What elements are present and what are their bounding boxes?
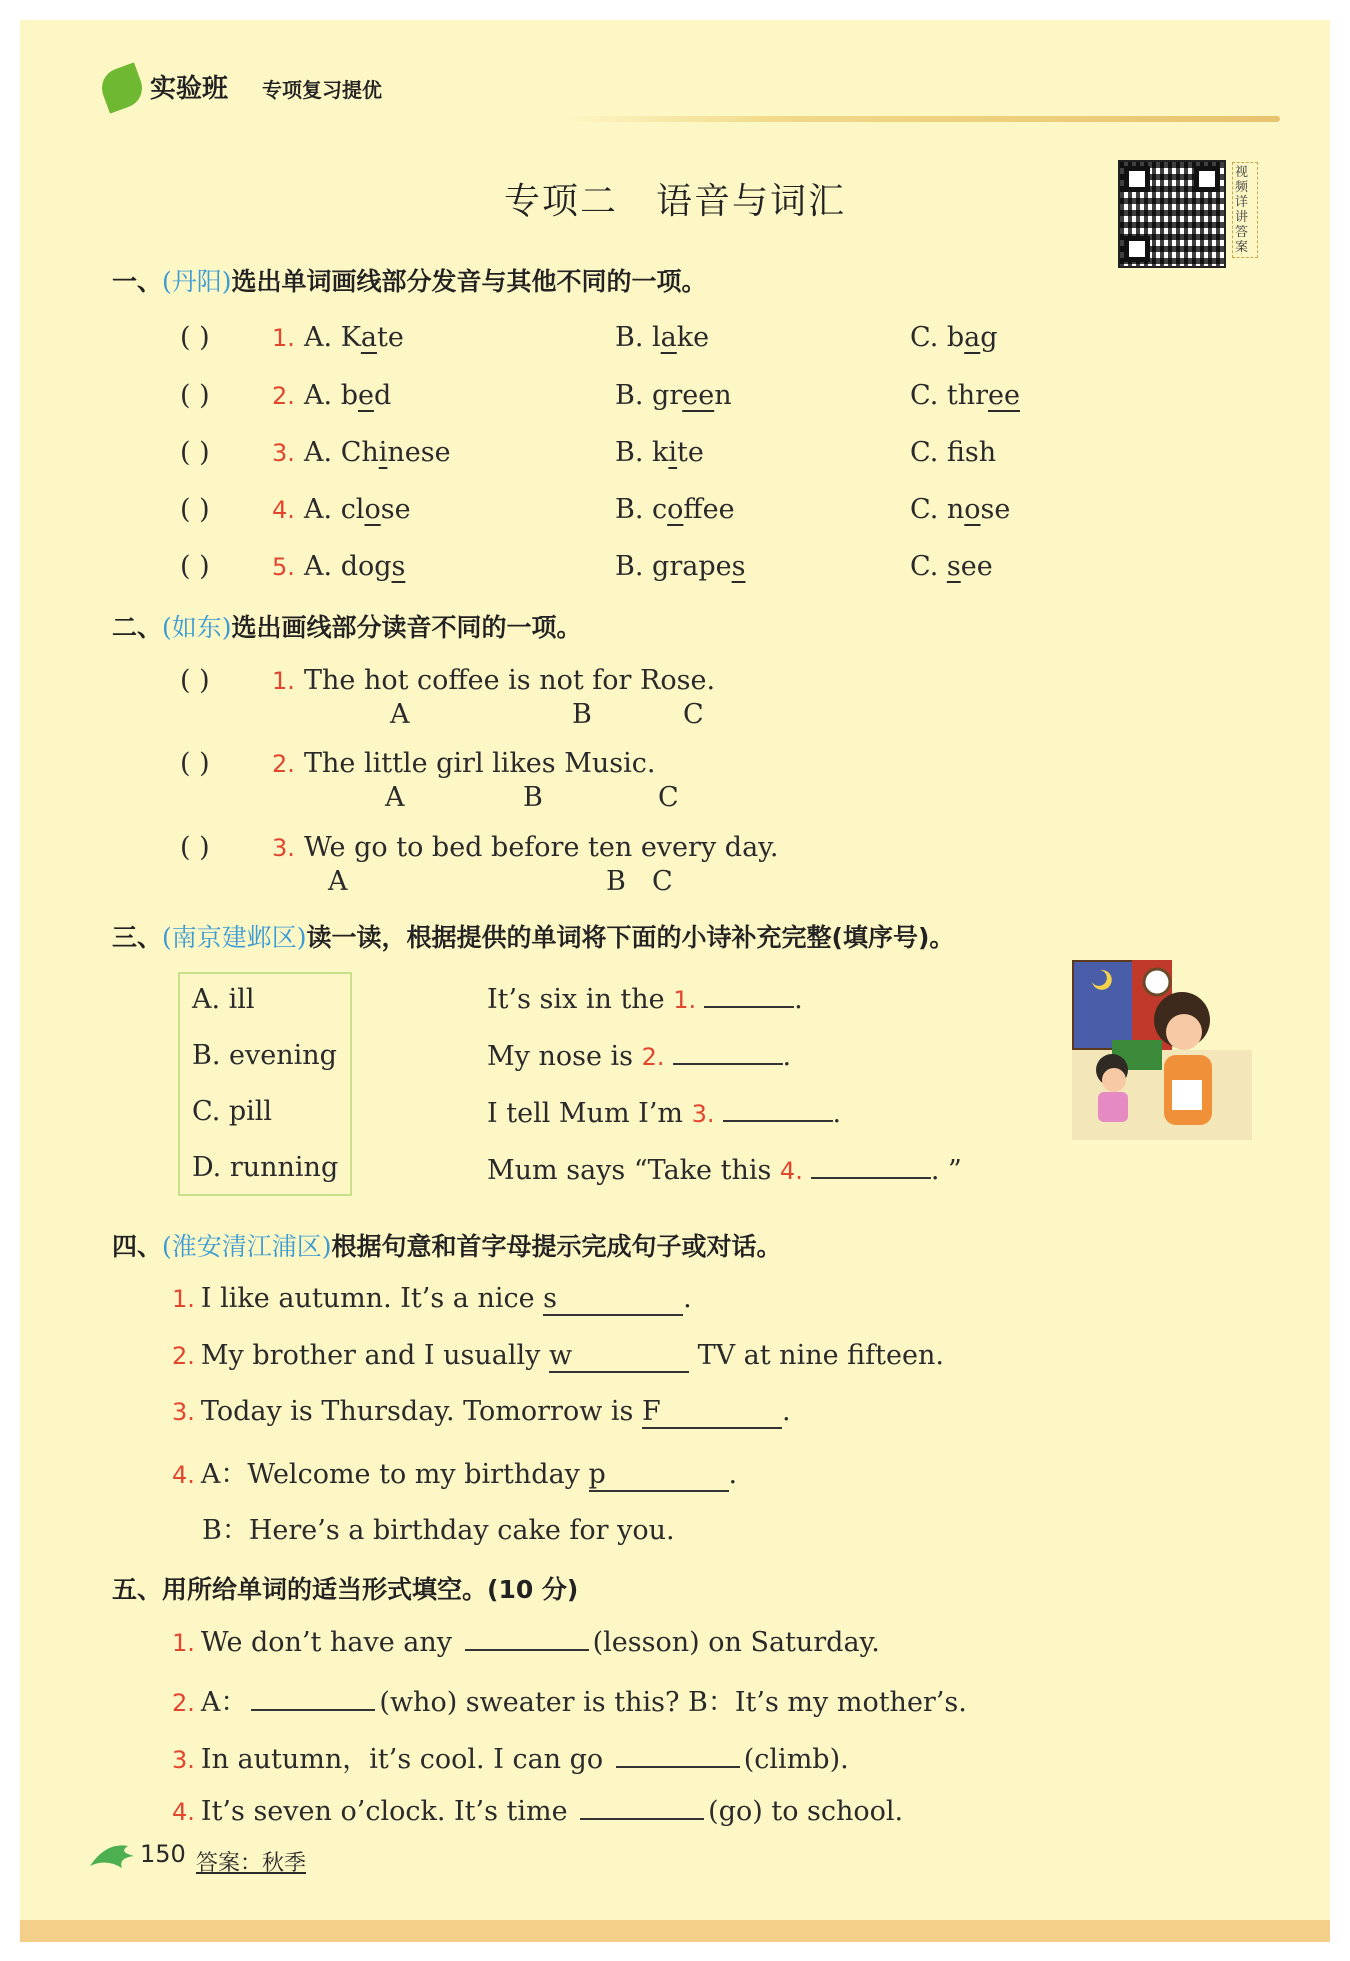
sentence-text: . <box>728 1459 738 1490</box>
word-part: f <box>946 437 965 468</box>
line-text: I tell Mum I’m <box>487 1098 692 1129</box>
option-letter: B. <box>615 551 644 582</box>
option-word <box>341 437 451 468</box>
option-word <box>947 380 1020 411</box>
option-letter: A. <box>304 494 333 525</box>
option-b <box>615 380 732 411</box>
sentence-text: In autumn，it’s cool. I can go <box>200 1744 612 1775</box>
line-text: It’s six in the <box>487 984 674 1015</box>
answer-blank[interactable] <box>251 1683 375 1711</box>
word-part: g <box>980 322 998 353</box>
option-c <box>910 380 1020 411</box>
answer-bracket[interactable]: ( ) <box>180 380 210 411</box>
qr-label: 视频详讲答案 <box>1232 162 1258 258</box>
option-word <box>341 494 411 525</box>
word-part: se <box>380 494 411 525</box>
option-a <box>304 494 411 525</box>
word-option: C. pill <box>192 1096 273 1127</box>
question-number: 3. <box>172 1398 195 1426</box>
answer-blank[interactable] <box>723 1094 833 1122</box>
question-number: 3. <box>172 1746 195 1774</box>
sentence: We go to bed before ten every day. <box>304 832 779 863</box>
sentence-text: A： <box>200 1687 248 1718</box>
sentence-text: I like autumn. It’s a nice <box>200 1283 544 1314</box>
question-number: 3. <box>272 834 295 862</box>
sentence <box>172 1623 880 1658</box>
blank-number: 2. <box>641 1043 665 1071</box>
answer-blank[interactable]: F <box>642 1396 782 1429</box>
underlined-letters: s <box>731 551 746 582</box>
word-part: d <box>373 380 392 411</box>
sentence-text: (go) to school. <box>708 1796 904 1827</box>
blank-number: 1. <box>673 986 697 1014</box>
sentence-text: Today is Thursday. Tomorrow is <box>200 1396 642 1427</box>
option-word <box>652 494 735 525</box>
option-letter: B. <box>615 322 644 353</box>
answer-bracket[interactable]: ( ) <box>180 322 210 353</box>
page-number: 150 <box>140 1840 186 1868</box>
underlined-letters: a <box>360 322 377 353</box>
answer-note: 答案：秋季 <box>196 1851 307 1876</box>
sentence-text: A：Welcome to my birthday <box>200 1459 589 1490</box>
word-part: l <box>652 322 661 353</box>
sentence-text: . <box>683 1283 692 1314</box>
answer-blank[interactable] <box>616 1740 740 1768</box>
mother-child-illustration <box>1072 960 1252 1140</box>
option-letter: C. <box>910 551 939 582</box>
word-part: c <box>652 494 668 525</box>
question-number: 1. <box>272 667 295 695</box>
section-5-heading: 五、用所给单词的适当形式填空。(10 分) <box>112 1575 579 1604</box>
option-letter: A. <box>304 437 333 468</box>
sentence-text: My brother and I usually <box>200 1340 549 1371</box>
sentence-text: (lesson) on Saturday. <box>592 1627 880 1658</box>
question-number: 1. <box>272 324 295 352</box>
line-text: Mum says “Take this <box>487 1155 780 1186</box>
word-part: k <box>652 437 669 468</box>
word-part: n <box>946 494 965 525</box>
underlined-letters: o <box>364 494 381 525</box>
sentence <box>172 1737 849 1776</box>
option-a <box>304 322 404 353</box>
option-letter: C. <box>910 494 939 525</box>
underlined-letters: ee <box>682 380 715 411</box>
underlined-letters: o <box>667 494 684 525</box>
sentence-text: B：Here’s a birthday cake for you. <box>202 1515 675 1546</box>
underlined-letters: s <box>391 551 406 582</box>
answer-blank[interactable] <box>465 1623 589 1651</box>
choice-letter: C <box>658 782 679 813</box>
choice-letter: C <box>683 699 704 730</box>
answer-blank[interactable]: p <box>589 1459 729 1492</box>
word-option: A. ill <box>192 984 255 1015</box>
underlined-letters: i <box>668 437 678 468</box>
answer-bracket[interactable]: ( ) <box>180 437 210 468</box>
option-c <box>910 437 996 468</box>
option-word <box>652 380 732 411</box>
section-4-heading: 四、(淮安清江浦区)根据句意和首字母提示完成句子或对话。 <box>112 1232 782 1261</box>
sentence <box>172 1452 737 1492</box>
underlined-letters: o <box>964 494 981 525</box>
option-c <box>910 322 998 353</box>
question-number: 4. <box>172 1798 195 1826</box>
choice-letter: B <box>572 699 592 730</box>
section-2-heading: 二、(如东)选出画线部分读音不同的一项。 <box>112 613 582 642</box>
blank-number: 4. <box>779 1157 803 1185</box>
question-number: 1. <box>172 1285 195 1313</box>
option-b <box>615 494 735 525</box>
choice-letter: A <box>385 782 405 813</box>
word-part: te <box>677 437 704 468</box>
underlined-letters: ee <box>988 380 1020 411</box>
leaf-logo-icon <box>96 62 147 113</box>
question-number: 1. <box>172 1629 195 1657</box>
word-part: Ch <box>340 437 379 468</box>
underlined-letters: a <box>660 322 677 353</box>
fish-logo-icon <box>88 1836 138 1872</box>
choice-letter: B <box>523 782 543 813</box>
answer-bracket[interactable]: ( ) <box>180 665 210 696</box>
underlined-letters: a <box>964 322 981 353</box>
option-a <box>304 380 391 411</box>
option-letter: B. <box>615 494 644 525</box>
question-number: 4. <box>172 1461 195 1489</box>
choice-letter: C <box>652 866 673 897</box>
question-number: 3. <box>272 439 295 467</box>
word-part: dog <box>340 551 392 582</box>
underlined-letters: i <box>378 437 388 468</box>
line-text: . <box>832 1098 842 1129</box>
question-number: 5. <box>272 553 295 581</box>
word-part: K <box>340 322 361 353</box>
option-word <box>947 551 993 582</box>
question-number: 2. <box>172 1342 195 1370</box>
option-letter: B. <box>615 437 644 468</box>
option-word <box>341 551 406 582</box>
choice-letter: A <box>390 699 410 730</box>
option-c <box>910 494 1010 525</box>
word-option: D. running <box>192 1152 339 1183</box>
option-word <box>652 437 704 468</box>
sentence <box>172 1792 903 1827</box>
choice-letter: A <box>328 866 348 897</box>
sentence <box>172 1396 791 1429</box>
word-part: cl <box>340 494 365 525</box>
sentence-text: It’s seven o’clock. It’s time <box>200 1796 577 1827</box>
answer-blank[interactable] <box>811 1151 931 1179</box>
answer-blank[interactable]: w <box>549 1340 689 1373</box>
option-word <box>947 494 1011 525</box>
sentence-text: . <box>782 1396 791 1427</box>
word-option: B. evening <box>192 1040 337 1071</box>
option-a <box>304 551 405 582</box>
blank-number: 3. <box>691 1100 715 1128</box>
option-word <box>652 551 745 582</box>
word-part: n <box>714 380 732 411</box>
qr-code-icon[interactable] <box>1118 160 1226 268</box>
poem-line <box>487 1094 841 1129</box>
sentence <box>172 1680 967 1719</box>
poem-line <box>487 1037 791 1072</box>
word-part: ee <box>960 551 993 582</box>
word-part: ffee <box>683 494 735 525</box>
option-b <box>615 437 704 468</box>
page-header <box>80 62 1310 122</box>
answer-blank[interactable] <box>704 980 794 1008</box>
question-number: 2. <box>172 1689 195 1717</box>
answer-blank[interactable] <box>673 1037 783 1065</box>
poem-line <box>487 1151 962 1186</box>
option-word <box>652 322 709 353</box>
header-subtitle: 专项复习提优 <box>262 78 382 102</box>
question-number: 2. <box>272 382 295 410</box>
option-letter: C. <box>910 380 939 411</box>
sentence <box>172 1340 944 1373</box>
option-letter: A. <box>304 551 333 582</box>
word-part: thr <box>946 380 989 411</box>
answer-bracket[interactable]: ( ) <box>180 551 210 582</box>
sentence-text: (climb). <box>743 1744 849 1775</box>
poem-line <box>487 980 803 1015</box>
option-letter: C. <box>910 322 939 353</box>
section-1-heading: 一、(丹阳)选出单词画线部分发音与其他不同的一项。 <box>112 267 707 296</box>
answer-blank[interactable] <box>580 1792 704 1820</box>
line-text: . ” <box>930 1155 962 1186</box>
option-a <box>304 437 451 468</box>
sentence: The hot coffee is not for Rose. <box>304 665 716 696</box>
word-part: te <box>376 322 404 353</box>
answer-bracket[interactable]: ( ) <box>180 494 210 525</box>
header-divider <box>560 116 1280 122</box>
line-text: My nose is <box>487 1041 642 1072</box>
word-part: b <box>340 380 358 411</box>
option-letter: B. <box>615 380 644 411</box>
option-word <box>947 322 998 353</box>
option-word <box>341 322 404 353</box>
sentence-text: TV at nine fifteen. <box>688 1340 944 1371</box>
question-number: 2. <box>272 750 295 778</box>
option-word <box>947 437 996 468</box>
option-letter: A. <box>304 380 333 411</box>
underlined-letters: e <box>357 380 374 411</box>
sentence-text: (who) sweater is this? B：It’s my mother’s. <box>379 1687 967 1718</box>
bottom-bar <box>20 1920 1330 1942</box>
word-part: se <box>980 494 1011 525</box>
word-part: nese <box>387 437 451 468</box>
page-title: 专项二 语音与词汇 <box>503 181 846 222</box>
option-letter: A. <box>304 322 333 353</box>
word-part: b <box>946 322 965 353</box>
word-part: grape <box>652 551 732 582</box>
sentence-text: We don’t have any <box>200 1627 461 1658</box>
answer-bracket[interactable]: ( ) <box>180 748 210 779</box>
question-number: 4. <box>272 496 295 524</box>
answer-bracket[interactable]: ( ) <box>180 832 210 863</box>
option-letter: C. <box>910 437 939 468</box>
word-part: sh <box>964 437 997 468</box>
section-3-heading: 三、(南京建邺区)读一读，根据提供的单词将下面的小诗补充完整(填序号)。 <box>112 923 955 952</box>
brand-name: 实验班 <box>150 74 229 104</box>
option-b <box>615 322 709 353</box>
underlined-letters: s <box>946 551 961 582</box>
sentence <box>202 1508 675 1547</box>
line-text: . <box>794 984 803 1015</box>
answer-blank[interactable]: s <box>543 1283 683 1316</box>
word-part: gr <box>652 380 683 411</box>
word-box <box>178 972 352 1196</box>
sentence: The little girl likes Music. <box>304 748 656 779</box>
option-b <box>615 551 745 582</box>
choice-letter: B <box>606 866 626 897</box>
option-word <box>341 380 392 411</box>
sentence <box>172 1283 692 1316</box>
option-c <box>910 551 993 582</box>
word-part: ke <box>676 322 710 353</box>
line-text: . <box>782 1041 792 1072</box>
